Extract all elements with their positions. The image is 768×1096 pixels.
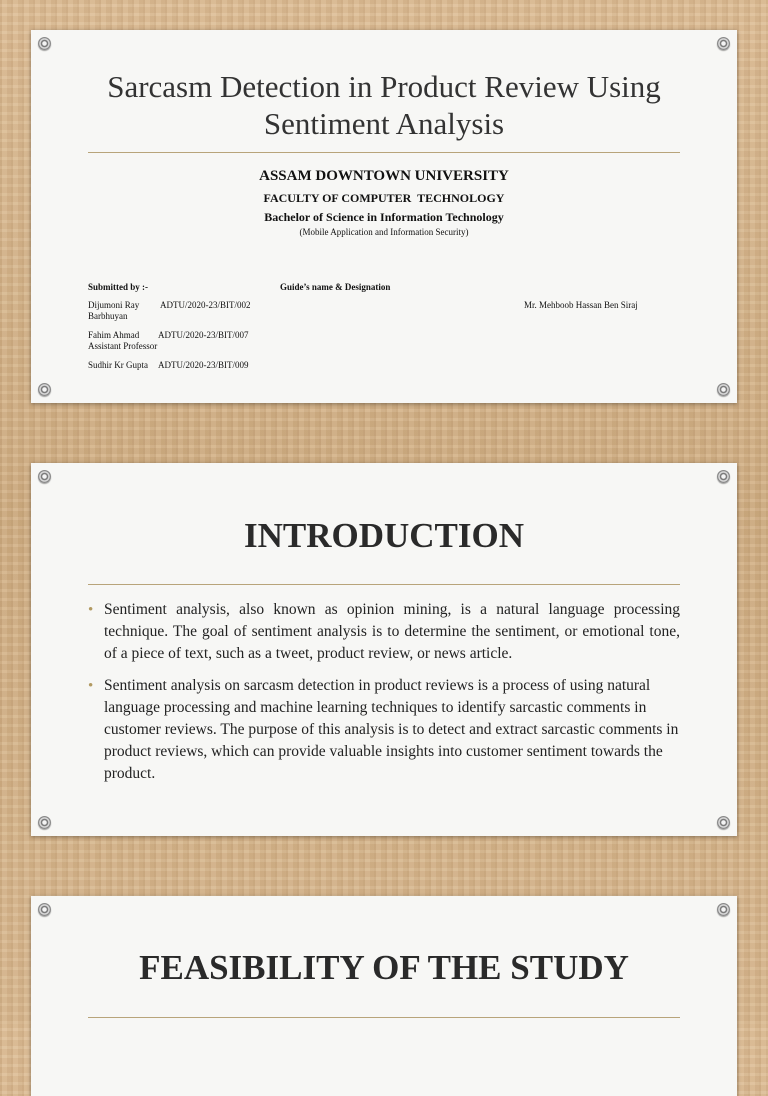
- title-line: Sentiment Analysis: [263, 106, 505, 141]
- slide-heading: FEASIBILITY OF THE STUDY: [139, 948, 629, 987]
- pushpin-icon: [717, 37, 730, 50]
- bullet-text: Sentiment analysis on sarcasm detection in product reviews is a process of using natural language processing and machine learning techniques to identify sarcastic comments in customer reviews. The purpose of this analysis is to detect and extract sarcastic comments in product reviews, which can provide valuable insights into customer sentiment towards the product.: [104, 677, 679, 782]
- pushpin-icon: [717, 470, 730, 483]
- student-name: Dijumoni Ray: [88, 300, 140, 310]
- divider-rule: [88, 152, 680, 153]
- student-id: ADTU/2020-23/BIT/009: [158, 360, 249, 370]
- bullet-item: [88, 675, 680, 785]
- presentation-title: [61, 68, 707, 142]
- student-id: ADTU/2020-23/BIT/002: [160, 300, 251, 310]
- pushpin-icon: [38, 903, 51, 916]
- bullet-text: Sentiment analysis, also known as opinion mining, is a natural language processing technique. The goal of sentiment analysis is to determine the sentiment, or emotional tone, of a piece of text, such as a tweet, product review, or news article.: [104, 601, 680, 662]
- bullet-item: [88, 599, 680, 665]
- slide-introduction: [31, 463, 737, 836]
- student-id: ADTU/2020-23/BIT/007: [158, 330, 249, 340]
- faculty-name: FACULTY OF COMPUTER TECHNOLOGY: [263, 191, 505, 205]
- slide-title: [31, 30, 737, 403]
- specialization: (Mobile Application and Information Security): [299, 227, 469, 237]
- pushpin-icon: [38, 383, 51, 396]
- slide-feasibility: [31, 896, 737, 1096]
- pushpin-icon: [717, 816, 730, 829]
- divider-rule: [88, 584, 680, 585]
- pushpin-icon: [38, 816, 51, 829]
- submitted-by-label: Submitted by :-: [88, 282, 149, 292]
- guide-designation: Assistant Professor: [88, 341, 158, 351]
- university-name: ASSAM DOWNTOWN UNIVERSITY: [259, 168, 509, 184]
- pushpin-icon: [717, 903, 730, 916]
- bullet-icon: •: [88, 678, 94, 694]
- bullet-list: [88, 599, 680, 795]
- pushpin-icon: [38, 37, 51, 50]
- slide-heading: INTRODUCTION: [243, 516, 525, 555]
- divider-rule: [88, 1017, 680, 1018]
- bullet-icon: •: [88, 602, 94, 618]
- student-name: Fahim Ahmad: [88, 330, 140, 340]
- guide-label: Guide’s name & Designation: [280, 282, 391, 292]
- guide-name: Mr. Mehboob Hassan Ben Siraj: [524, 300, 638, 310]
- degree-name: Bachelor of Science in Information Technology: [264, 210, 504, 224]
- pushpin-icon: [38, 470, 51, 483]
- student-extra: Barbhuyan: [88, 311, 128, 321]
- pushpin-icon: [717, 383, 730, 396]
- student-name: Sudhir Kr Gupta: [88, 360, 148, 370]
- title-line: Sarcasm Detection in Product Review Using: [107, 69, 661, 104]
